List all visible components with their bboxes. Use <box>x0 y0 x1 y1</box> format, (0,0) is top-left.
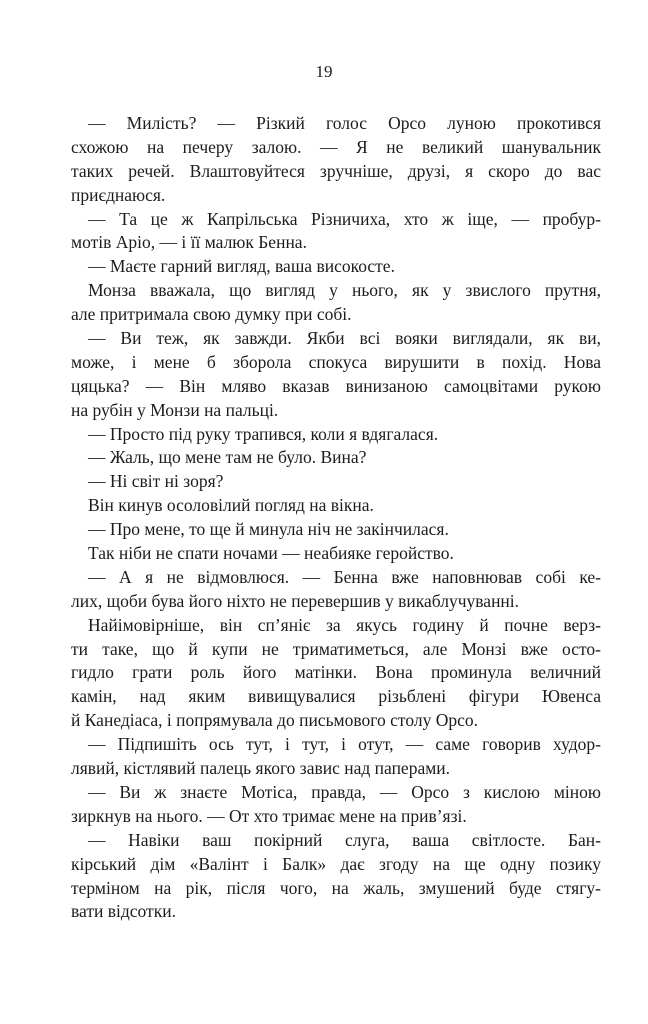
text-line: — Про мене, то ще й минула ніч не закінчилася. <box>88 519 449 540</box>
text-line: таких речей. Влаштовуйтеся зручніше, друзі, я скоро до вас <box>71 160 601 181</box>
text-line: — Підпишіть ось тут, і тут, і отут, — саме говорив худор- <box>88 734 601 755</box>
text-line: — Просто під руку трапився, коли я вдягалася. <box>88 423 439 444</box>
text-line: — Маєте гарний вигляд, ваша високосте. <box>88 256 395 277</box>
text-line: Так ніби не спати ночами — неабияке геройство. <box>88 543 454 564</box>
text-line: схожою на печеру залою. — Я не великий шанувальник <box>71 136 601 157</box>
text-line: камін, над яким вивищувалися різьблені фігури Ювенса <box>71 686 601 707</box>
text-line: — Ні світ ні зоря? <box>88 471 224 492</box>
text-line: вати відсотки. <box>71 901 176 922</box>
text-line: лих, щоби бува його ніхто не перевершив у викаблучуванні. <box>71 590 520 611</box>
text-line: Монза вважала, що вигляд у нього, як у звислого прутня, <box>88 280 601 301</box>
body-text <box>71 112 601 924</box>
text-line: зиркнув на нього. — От хто тримає мене на прив’язі. <box>71 805 467 826</box>
text-line: на рубін у Монзи на пальці. <box>71 399 279 420</box>
text-line: — Ви ж знаєте Мотіса, правда, — Орсо з кислою міною <box>88 781 601 802</box>
text-line: Він кинув осоловілий погляд на вікна. <box>88 495 374 516</box>
text-line: й Канедіаса, і попрямувала до письмового столу Орсо. <box>71 710 478 731</box>
text-line: — Жаль, що мене там не було. Вина? <box>88 447 367 468</box>
text-line: цяцька? — Він мляво вказав винизаною самоцвітами рукою <box>71 375 601 396</box>
text-line: приєднаюся. <box>71 184 166 205</box>
text-line: гидло грати роль його матінки. Вона проминула величний <box>71 662 601 683</box>
text-line: — Милість? — Різкий голос Орсо луною прокотився <box>88 113 601 133</box>
text-line: ти таке, що й купи не триматиметься, але Монзі вже осто- <box>71 638 601 659</box>
text-line: — Та це ж Капрільська Різничиха, хто ж іще, — пробур- <box>88 208 601 229</box>
text-line: — А я не відмовлюся. — Бенна вже наповнював собі ке- <box>88 566 601 587</box>
text-line: — Ви теж, як завжди. Якби всі вояки виглядали, як ви, <box>88 328 601 349</box>
text-line: мотів Аріо, — і її малюк Бенна. <box>71 232 307 253</box>
text-line: може, і мене б зборола спокуса вирушити в похід. Нова <box>71 351 601 372</box>
text-line: — Навіки ваш покірний слуга, ваша світлосте. Бан- <box>88 829 601 850</box>
text-line: лявий, кістлявий палець якого завис над паперами. <box>71 758 451 779</box>
text-line: Найімовірніше, він сп’яніє за якусь годину й почне верз- <box>88 614 601 635</box>
text-line: але притримала свою думку при собі. <box>71 304 352 325</box>
text-line: кірський дім «Валінт і Балк» дає згоду на ще одну позику <box>71 853 601 874</box>
text-line: терміном на рік, після чого, на жаль, змушений буде стягу- <box>71 877 601 898</box>
page-number: 19 <box>315 62 333 81</box>
